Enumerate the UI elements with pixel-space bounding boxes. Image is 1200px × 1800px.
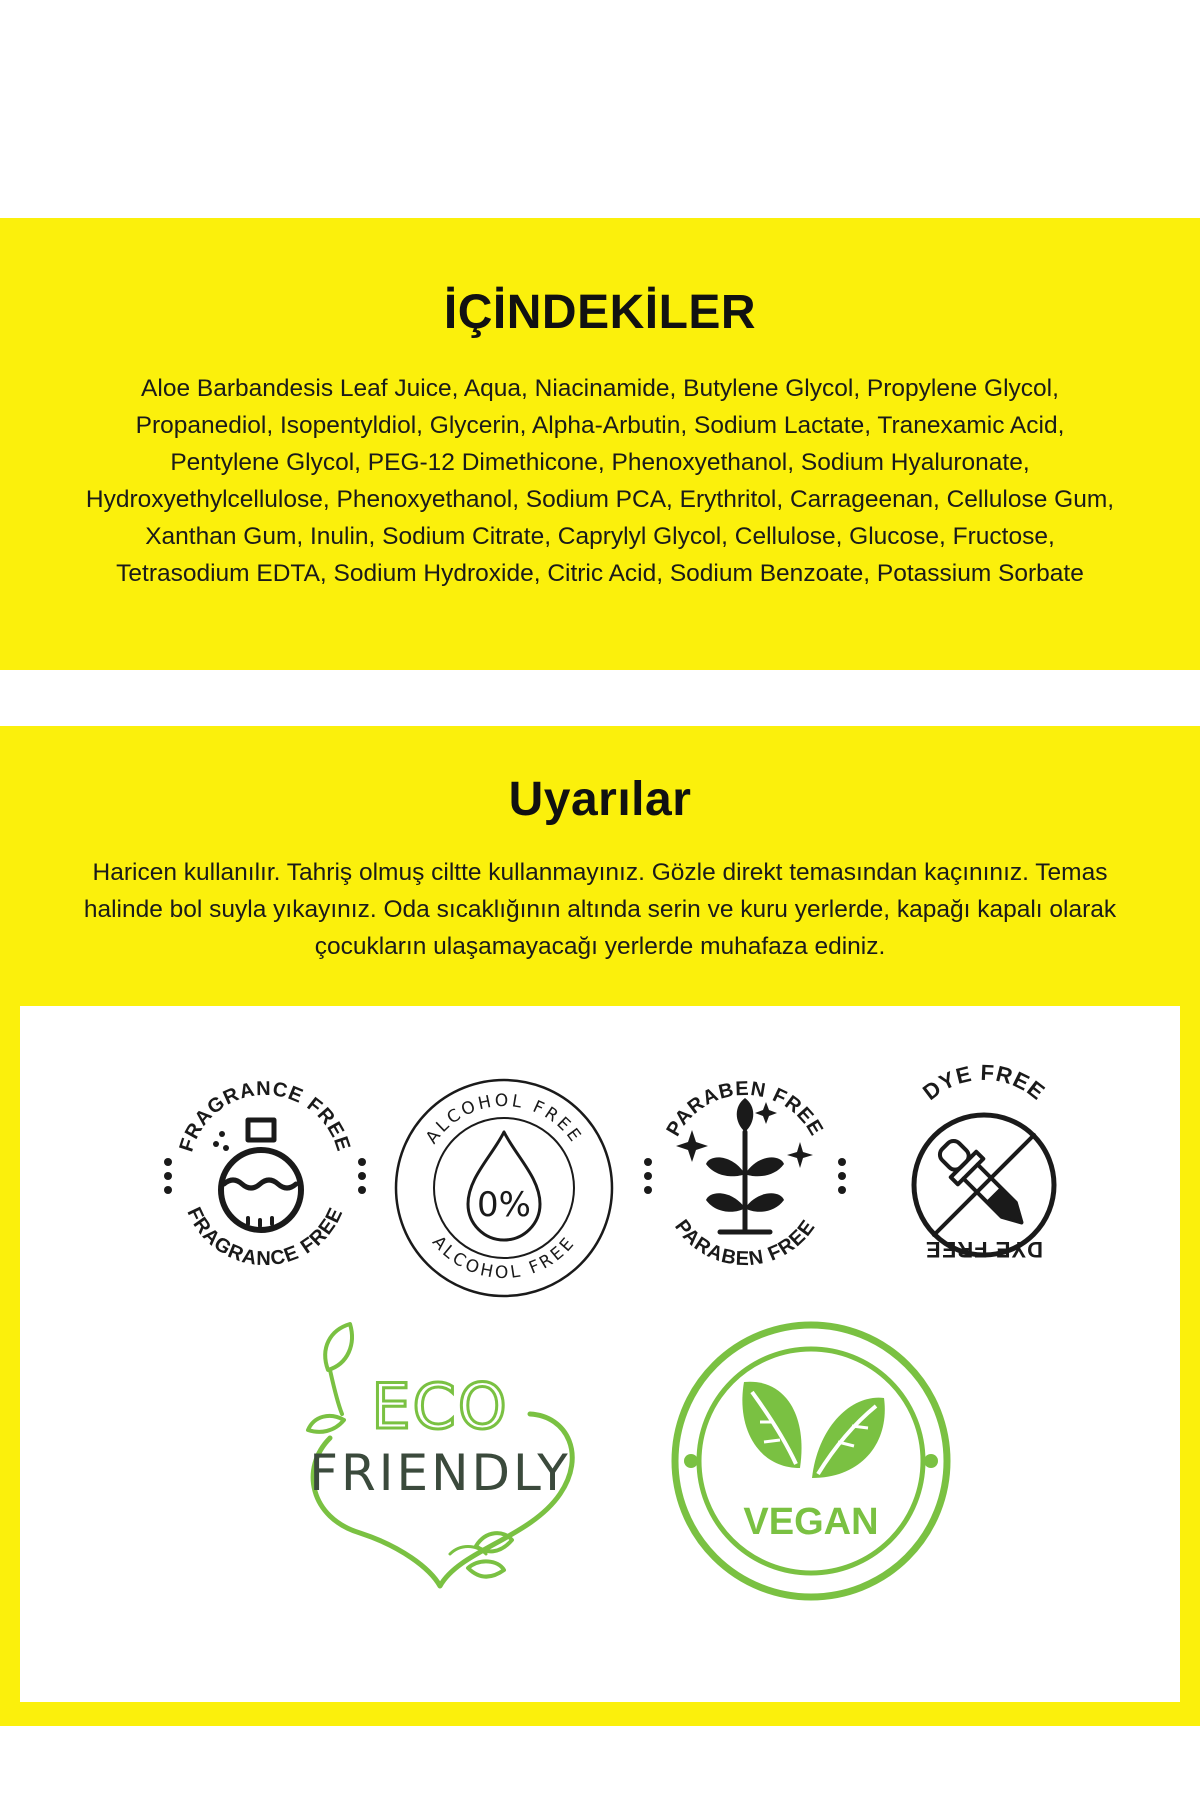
warnings-text: Haricen kullanılır. Tahriş olmuş ciltte kullanmayınız. Gözle direkt temasından kaçınınız. Temas halinde bol suyla yıkayınız. Oda sıcaklığının altında serin ve kuru yerlerde, kapağı kapalı olarak çocukların ulaşamayacağı yerlerde muhafaza ediniz.	[83, 859, 1117, 960]
paraben-top-text: PARABEN FREE	[662, 1077, 828, 1141]
fragrance-free-badge	[160, 1062, 370, 1272]
alcohol-free-badge	[392, 1076, 616, 1300]
side-dots	[164, 1158, 366, 1194]
ingredients-text: Aloe Barbandesis Leaf Juice, Aqua, Niacinamide, Butylene Glycol, Propylene Glycol, Propanediol, Isopentyldiol, Glycerin, Alpha-Arbutin, Sodium Lactate, Tranexamic Acid, Pentylene Glycol, PEG-12 Dimethicone, Phenoxyethanol, Sodium Hyaluronate, Hydroxyethylcellulose, Phenoxyethanol, Sodium PCA, Erythritol, Carrageenan, Cellulose Gum, Xanthan Gum, Inulin, Sodium Citrate, Caprylyl Glycol, Cellulose, Glucose, Fructose, Tetrasodium EDTA, Sodium Hydroxide, Citric Acid, Sodium Benzoate, Potassium Sorbate	[85, 375, 1115, 587]
svg-text:FRAGRANCE FREE	[176, 1078, 355, 1155]
fragrance-bottom-text: FRAGRANCE FREE	[182, 1203, 348, 1271]
warnings-title: Uyarılar	[508, 773, 692, 826]
paraben-bottom-text: PARABEN FREE	[670, 1215, 820, 1271]
vegan-text: VEGAN	[743, 1501, 879, 1543]
alcohol-bottom-text: ALCOHOL FREE	[428, 1232, 580, 1284]
leaf-icon	[742, 1382, 884, 1478]
eco-text: ECO	[371, 1370, 509, 1443]
friendly-text: FRIENDLY	[309, 1444, 571, 1502]
fragrance-top-text: FRAGRANCE FREE	[175, 1077, 355, 1155]
dye-bottom-text: DYE FREE	[924, 1237, 1044, 1262]
svg-text:FRAGRANCE FREE	[183, 1204, 348, 1270]
dye-free-badge	[874, 1059, 1094, 1290]
perfume-bottle-icon	[213, 1120, 301, 1230]
dye-top-text: DYE FREE	[917, 1059, 1051, 1106]
eco-friendly-badge	[290, 1318, 590, 1590]
vegan-badge	[668, 1318, 954, 1604]
alcohol-percent-text: 0%	[477, 1185, 531, 1225]
ingredients-title: İÇİNDEKİLER	[443, 286, 757, 339]
paraben-free-badge	[640, 1062, 850, 1272]
alcohol-top-text: ALCOHOL FREE	[421, 1090, 587, 1148]
svg-text:ALCOHOL FREE	[422, 1091, 586, 1148]
